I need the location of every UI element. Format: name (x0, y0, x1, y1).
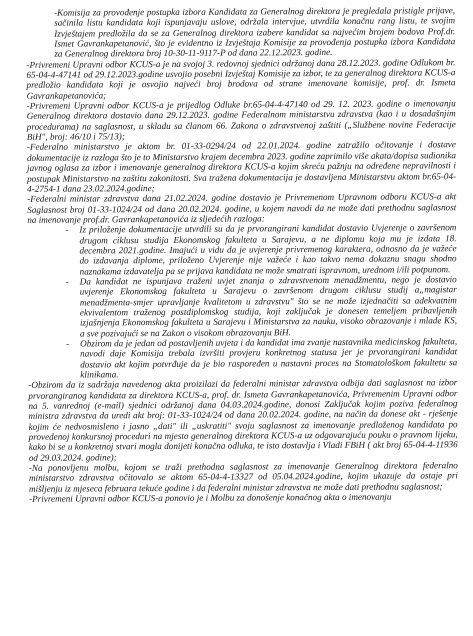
reason-item: - Da kandidat ne ispunjava traženi uvjet znanja o zdravstvenom menadžmentu, nego je dostavio uvjerenje Ekonomskog fakulteta u Sarajevu o završenom drugom ciklusu studij a„magistar menadžmenta-smjer upravljanje kvalitetom u zdravstvu" što se ne može izjednačiti sa adekvatnim ekvivalentom traženog postdiplomskog studija, koji zaključak je donesen temeljem pribavljenih izjašnjenja Ekonomskog fakulteta u Sarajevu i Ministarstva za nauku, visoko obrazovanje i mlade KS, a sve pozivajući se na Zakon o visokom obrazovanju BiH. (72, 274, 457, 338)
paragraph-minister-consent: -Federalni ministar zdravstva dana 21.02.2024. godine dostavio je Privremenom Upravnom odboru KCUS-a akt Saglasnost broj 01-33-1024/24 od dana 20.02.2024. godine, u kojem navodi da ne može dati prethodnu saglasnost na imenovanje prof.dr. Gavrankapetanovića iz sljedećih razloga: (27, 191, 457, 225)
paragraph-board-decision: -Privremeni Upravni odbor KCUS-a je na svojoj 3. redovnoj sjednici održanoj dana 28.12.2023. godine Odlukom br. 65-04-4-47141 od 29.12.2023.godine usvojio posebni Izvještaj Komisije za izbor, te za generalnog direktora KCUS-a predložio kandidata koji je osvojio najveći broj brodova od strane imenovane komisije, prof. dr. Ismeta Gavrankapetanovića; (26, 56, 456, 101)
reason-item: - Iz priloženje dokumentacije utvrdili su da je prvorangirani kandidat dostavio Uvjerenje o završenom drugom ciklusu studija Ekonomskog fakulteta u Sarajevu, a ne diplomu koja mu je izdata 18. decembra 2021.godine. Imajući u vidu da je uvjerenje privremenog karaktera, odnosno da je važeće do izdavanja diplome, priloženo Uvjerenje nije važeće i kao takvo nema dokaznu snagu shodno naznakama izdavatelja pa se prijava kandidata ne može smatrati ispravnom, urednom i/ili potpunom. (71, 222, 456, 276)
reasons-list (27, 222, 457, 380)
reason-item: - Obzirom da je jedan od postavljenih uvjeta i da kandidat ima zvanje nastavnika medicinskog fakulteta, navodi daje Komisija trebala izvršiti provjeru konkretnog statusa jer je prvorangirani kandidat dostavio akt kojim potvrđuje da je bio raspoređen u nastavni proces na Stomatološkom fakultetu sa klinikama. (72, 336, 457, 380)
paragraph-repeated-request: -Na ponovljenu molbu, kojom se traži prethodna saglasnost za imenovanje Generalnog direktora federalno ministarstvo zdravstva očitovalo se aktom 65-04-4-13327 od 05.04.2024.godine, kojim ukazuje da ostaje pri mišljenju iz mjeseca februara tekuće godine i da federalni ministar zdravstva ne može dati prethodnu saglasnost; (28, 460, 458, 494)
paragraph-ministry-request: -Federalno ministarstvo je aktom br. 01-33-0294/24 od 22.01.2024. godine zatražilo očitovanje i dostave dokumentacije iz razloga što je to Ministarstvo krajem decembra 2023. godine zaprimilo više akata/dopisa sudionika javnog oglasa za izbor i imenovanje generalnog direktora KCUS-a kojim skreću pažnju na određene nepravilnosti i postupak Ministarstvo na zaštitu zakonitosti. Sva tražena dokumentacija je dostavljena Ministarstvu aktom br.65-04-4-2754-1 dana 23.02.2024.godine; (26, 139, 457, 194)
paragraph-proposal-submission: -Privremeni Upravni odbor KCUS-a je prijedlog Odluke br.65-04-4-47140 od 29. 12. 2023. godine o imenovanju Generalnog direktora dostavio dana 29.12.2023. godine Federalnom ministarstvu zdravstva (kao i u dosadašnjim procedurama) na saglasnost, u skladu sa članom 66. Zakona o zdravstvenoj zaštiti („Službene novine Federacije BiH", broj: 46/10 i 75/13); (26, 98, 456, 142)
paragraph-final-request: -Privremeni Upravni odbor KCUS-a ponovio je i Molbu za donošenje konačnog akta o imenovanju (29, 491, 392, 504)
paragraph-board-conclusion: -Obzirom da iz sadržaja navedenog akta proizilazi da federalni ministar zdravstva odbija dati saglasnost na izbor prvorangiranog kandidata za direktora KCUS-a, prof. dr. Ismeta Gavrankapetanovića, Privremenim Upravni odbor na 5. vanrednoj (e-mail) sjednici održanoj dana 04.03.2024.godine, donosi Zaključak kojim poziva federalnog ministra zdravstva da uredi akt broj: 01-33-1024/24 od dana 20.02.2024. godine, na način da donese akt - rješenje kojim će nedvosmisleno i jasno „dati" ili „uskratiti" svoju saglasnost za imenovanje predloženog kandidata po provedenoj konkursnoj proceduri na mjesto generalnog direktora KCUS-a uz odgovarajuću pouku o pravnom lijeku, kako bi se u konkretnoj stvari mogla donijeti konačna odluka, te isto dostavlja i Vladi FBiH ( akt broj 65-04-4-11936 od 29.03.2024. godine); (28, 377, 458, 463)
paragraph-commission-report: -Komisija za provođenje postupka izbora Kandidata za Generalnog direktora je pregledala pristigle prijave, sačinila listu kandidata koji ispunjavaju uslove, održala intervjue, utvrdila konačnu rang listu, te svojim Izvještajem predložila da se za Generalnog direktora izabere kandidat sa najvećim brojem bodova Prof.dr. Ismet Gavrankapetanović, što je evidentno iz Izvještaja Komisije za provođenja postupka izbora Kandidata za Generalnog direktora broj 10-30-11-9117-P od dana 22.12.2023. godine. (54, 5, 456, 60)
